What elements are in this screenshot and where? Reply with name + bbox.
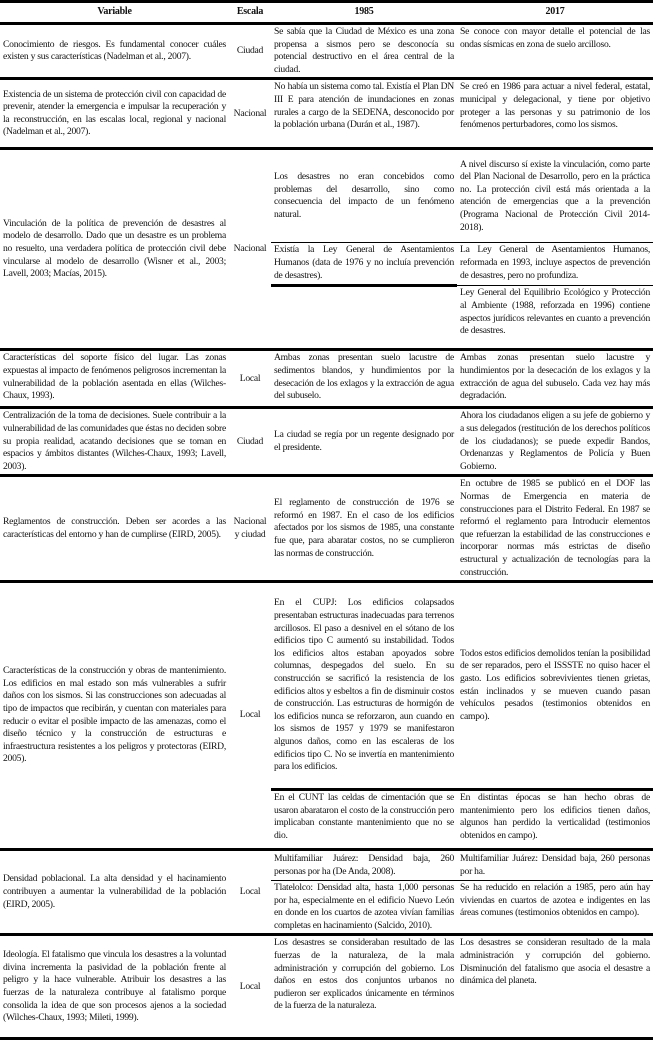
variable-cell: Centralización de la toma de decisiones. Suele contribuir a la vulnerabilidad de las comunidades que éstas no deciden sobre su propia realidad, acatando decisiones que se toman en espacios y ámbitos distantes (Wilches-Chaux, 1993; Lavell, 2003). (0, 408, 229, 476)
variable-cell: Existencia de un sistema de protección civil con capacidad de prevenir, atender la emergencia e impulsar la recuperación y la reconstrucción, en las escalas local, regional y nacional (Nadelman et al., 2007). (0, 79, 229, 149)
table-row (0, 79, 653, 149)
escala-cell: Ciudad (229, 408, 271, 476)
table-row (0, 935, 653, 1039)
variable-cell: Conocimiento de riesgos. Es fundamental conocer cuáles existen y sus características (Nadelman et al., 2007). (3, 38, 226, 63)
cell-2017: Ley General del Equilibrio Ecológico y Protección al Ambiente (1988, reforzada en 1996) contiene aspectos jurídicos relevantes en cuanto a prevención de desastres. (457, 286, 653, 350)
cell-1985: Multifamiliar Juárez: Densidad baja, 260 personas por ha (De Anda, 2008). (271, 850, 457, 881)
cell-1985: Ambas zonas presentan suelo lacustre de sedimentos blandos, y hundimientos por la desecación de los exlagos y la extracción de agua del subuselo. (271, 350, 457, 408)
cell-2017: Se creó en 1986 para actuar a nivel federal, estatal, municipal y delegacional, y tiene por objetivo proteger a las personas y su patrimonio de los fenómenos perturbadores, como los sismos. (457, 79, 653, 149)
cell-2017: Todos estos edificios demolidos tenían la posibilidad de ser reparados, pero el ISSSTE no quiso hacer el gasto. Los edificios sobrevivientes tienen grietas, están inclinados y se mueven cuando pasan vehículos pesados (testimonios obtenidos en campo). (457, 582, 653, 790)
table-row (0, 582, 653, 790)
cell-1985: En el CUNT las celdas de cimentación que se usaron abarataron el costo de la construcción pero implicaban constante mantenimiento que no se dio. (271, 790, 457, 850)
escala-cell: Local (229, 935, 271, 1039)
variable-cell: Densidad poblacional. La alta densidad y el hacinamiento contribuyen a aumentar la vulnerabilidad de la población (EIRD, 2005). (0, 850, 229, 935)
escala-cell: Local (229, 350, 271, 408)
cell-1985: El reglamento de construcción de 1976 se reformó en 1987. En el caso de los edificios afectados por los sismos de 1985, una constante fue que, para abaratar costos, no se cumplieron las normas de construcción. (271, 476, 457, 582)
escala-cell: Local (229, 850, 271, 935)
cell-2017: Se conoce con mayor detalle el potencial de las ondas sísmicas en zona de suelo arcilloso. (460, 26, 650, 50)
cell-1985: Los desastres no eran concebidos como problemas del desarrollo, sino como consecuencia del impacto de un fenómeno natural. (271, 149, 457, 243)
cell-2017: Los desastres se consideran resultado de la mala administración y corrupción del gobierno. Disminución del fatalismo que asocia el desastre a dinámica del planeta. (457, 935, 653, 1039)
cell-1985: Existía la Ley General de Asentamientos Humanos (data de 1976 y no incluía prevención de desastres). (271, 243, 457, 286)
table-row (0, 350, 653, 408)
variable-cell: Reglamentos de construcción. Deben ser acordes a las características del entorno y han de cumplirse (EIRD, 2005). (0, 476, 229, 582)
cell-2017: En distintas épocas se han hecho obras de mantenimiento pero los edificios tienen daños, algunos han perdido la verticalidad (testimonios obtenidos en campo). (457, 790, 653, 850)
header-escala: Escala (229, 2, 271, 24)
table-row (0, 476, 653, 582)
escala-cell: Nacional y ciudad (229, 476, 271, 582)
cell-1985 (271, 286, 457, 350)
cell-1985: Se sabía que la Ciudad de México es una zona propensa a sismos pero se desconocía su potencial destructivo en el área central de la ciudad. (274, 26, 454, 75)
cell-2017: Multifamiliar Juárez: Densidad baja, 260 personas por ha. (457, 850, 653, 881)
cell-1985: La ciudad se regía por un regente designado por el presidente. (271, 408, 457, 476)
variable-cell: Ideología. El fatalismo que vincula los desastres a la voluntad divina incrementa la pasividad de la población frente al peligro y la hace vulnerable. Atribuir los desastres a las fuerzas de la naturaleza contribuye al fatalismo porque consolida la idea de que son procesos ajenos a la sociedad (Wilches-Chaux, 1993; Mileti, 1999). (0, 935, 229, 1039)
cell-1985: Tlatelolco: Densidad alta, hasta 1,000 personas por ha, especialmente en el edificio Nuevo León en donde en los cuartos de azotea vivían familias completas en hacinamiento (Salcido, 2010). (271, 881, 457, 935)
variable-cell: Características de la construcción y obras de mantenimiento. Los edificios en mal estado son más vulnerables a sufrir daños con los sismos. Si las construcciones son adecuadas al tipo de impactos que recibirán, y cuentan con materiales para reducir o evitar el posible impacto de las amenazas, como el diseño técnico y la construcción de estructuras e infraestructura resistentes a los peligros y protectoras (EIRD, 2005). (0, 582, 229, 850)
table-row (0, 850, 653, 881)
table-row (0, 149, 653, 243)
escala-cell: Ciudad (236, 44, 264, 56)
table-row (0, 408, 653, 476)
escala-cell: Nacional (229, 149, 271, 350)
cell-1985: En el CUPJ: Los edificios colapsados presentaban estructuras inadecuadas para terrenos arcillosos. El paso a desnivel en el sótano de los edificios tipo C aumentó su instabilidad. Todos los edificios altos estaban apoyados sobre columnas, despegados del suelo. En su construcción se sacrificó la resistencia de los edificios altos y esbeltos a fin de disminuir costos de construcción. Las estructuras de hormigón de los edificios nunca se reforzaron, aun cuando en los sismos de 1957 y 1979 se manifestaron algunos daños, como en las escaleras de los edificios tipo C. No se invertía en mantenimiento para los edificios. (271, 582, 457, 790)
escala-cell: Local (229, 582, 271, 850)
table-row (0, 24, 653, 79)
header-1985: 1985 (271, 2, 457, 24)
cell-2017: La Ley General de Asentamientos Humanos, reformada en 1993, incluye aspectos de prevención de desastres, pero no profundiza. (457, 243, 653, 286)
variable-cell: Características del soporte físico del lugar. Las zonas expuestas al impacto de fenómenos peligrosos incrementan la vulnerabilidad de la población asentada en ellas (Wilches-Chaux, 1993). (0, 350, 229, 408)
cell-2017: Ambas zonas presentan suelo lacustre y hundimientos por la desecación de los exlagos y la extracción de agua del subuselo. Cada vez hay más degradación. (457, 350, 653, 408)
cell-1985: No había un sistema como tal. Existía el Plan DN III E para atención de inundaciones en zonas rurales a cargo de la SEDENA, desconocido por la población urbana (Durán et al., 1987). (271, 79, 457, 149)
cell-2017: A nivel discurso sí existe la vinculación, como parte del Plan Nacional de Desarrollo, pero en la práctica no. La protección civil está más orientada a la atención de emergencias que a la prevención (Programa Nacional de Protección Civil 2014-2018). (457, 149, 653, 243)
header-row (0, 2, 653, 24)
cell-2017: En octubre de 1985 se publicó en el DOF las Normas de Emergencia en materia de construcciones para el Distrito Federal. En 1987 se reformó el reglamento para Introducir elementos que refuerzan la estabilidad de las construcciones e incorporar normas más estrictas de diseño estructural y actualización de tecnologías para la construcción. (457, 476, 653, 582)
header-2017: 2017 (457, 2, 653, 24)
variable-cell: Vinculación de la política de prevención de desastres al modelo de desarrollo. Dado que un desastre es un problema no resuelto, una verdadera política de protección civil debe vincularse al modelo de desarrollo (Wisner et al., 2003; Lavell, 2003; Macías, 2015). (0, 149, 229, 350)
escala-cell: Nacional (229, 79, 271, 149)
cell-2017: Se ha reducido en relación a 1985, pero aún hay viviendas en cuartos de azotea e indigentes en las áreas comunes (testimonios obtenidos en campo). (457, 881, 653, 935)
cell-2017: Ahora los ciudadanos eligen a su jefe de gobierno y a sus delegados (restitución de los derechos políticos de los ciudadanos); se puede expedir Bandos, Ordenanzas y Reglamentos de Policía y Buen Gobierno. (457, 408, 653, 476)
cell-1985: Los desastres se consideraban resultado de las fuerzas de la naturaleza, de la mala administración y corrupción del gobierno. Los daños en estos dos conjuntos urbanos no pudieron ser explicados únicamente en términos de la fuerza de la naturaleza. (271, 935, 457, 1039)
header-variable: Variable (0, 2, 229, 24)
